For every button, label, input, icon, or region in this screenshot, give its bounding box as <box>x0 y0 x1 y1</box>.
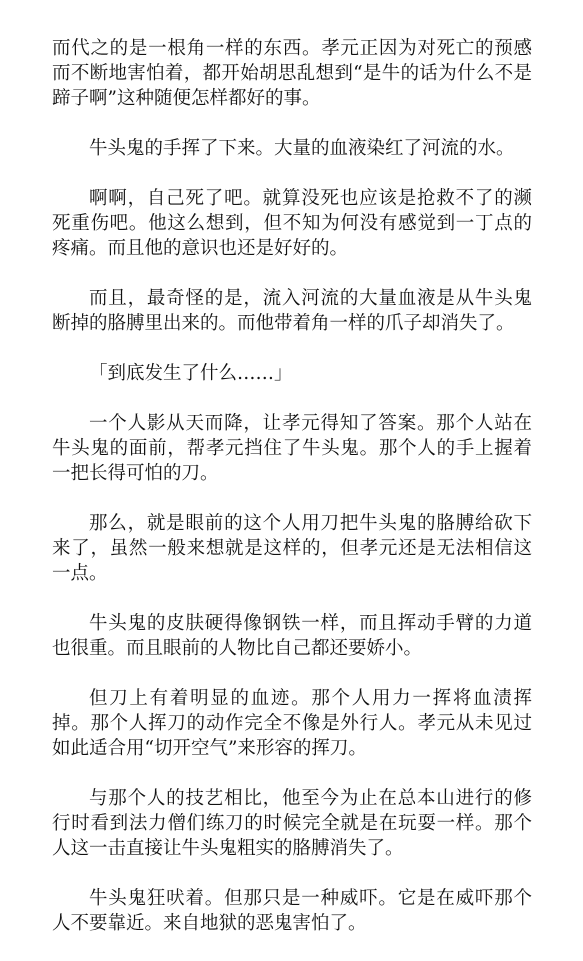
paragraph-6: 一个人影从天而降，让孝元得知了答案。那个人站在牛头鬼的面前，帮孝元挡住了牛头鬼。那个人的手上握着一把长得可怕的刀。 <box>52 413 532 484</box>
paragraph-8: 牛头鬼的皮肤硬得像钢铁一样，而且挥动手臂的力道也很重。而且眼前的人物比自己都还要娇小。 <box>52 613 532 659</box>
paragraph-11: 牛头鬼狂吠着。但那只是一种威吓。它是在威吓那个人不要靠近。来自地狱的恶鬼害怕了。 <box>52 888 532 934</box>
paragraph-3: 啊啊，自己死了吧。就算没死也应该是抢救不了的濒死重伤吧。他这么想到，但不知为何没有感觉到一丁点的疼痛。而且他的意识也还是好好的。 <box>52 188 532 259</box>
paragraph-10: 与那个人的技艺相比，他至今为止在总本山进行的修行时看到法力僧们练刀的时候完全就是在玩耍一样。那个人这一击直接让牛头鬼粗实的胳膊消失了。 <box>52 788 532 859</box>
document-page <box>52 36 532 961</box>
paragraph-9: 但刀上有着明显的血迹。那个人用力一挥将血渍挥掉。那个人挥刀的动作完全不像是外行人。孝元从未见过如此适合用“切开空气”来形容的挥刀。 <box>52 688 532 759</box>
paragraph-7: 那么，就是眼前的这个人用刀把牛头鬼的胳膊给砍下来了，虽然一般来想就是这样的，但孝元还是无法相信这一点。 <box>52 513 532 584</box>
paragraph-2: 牛头鬼的手挥了下来。大量的血液染红了河流的水。 <box>89 138 515 159</box>
paragraph-5: 「到底发生了什么……」 <box>89 363 293 384</box>
paragraph-1: 而代之的是一根角一样的东西。孝元正因为对死亡的预感而不断地害怕着，都开始胡思乱想到“是牛的话为什么不是蹄子啊”这种随便怎样都好的事。 <box>52 38 532 109</box>
paragraph-4: 而且，最奇怪的是，流入河流的大量血液是从牛头鬼断掉的胳膊里出来的。而他带着角一样的爪子却消失了。 <box>52 288 532 334</box>
